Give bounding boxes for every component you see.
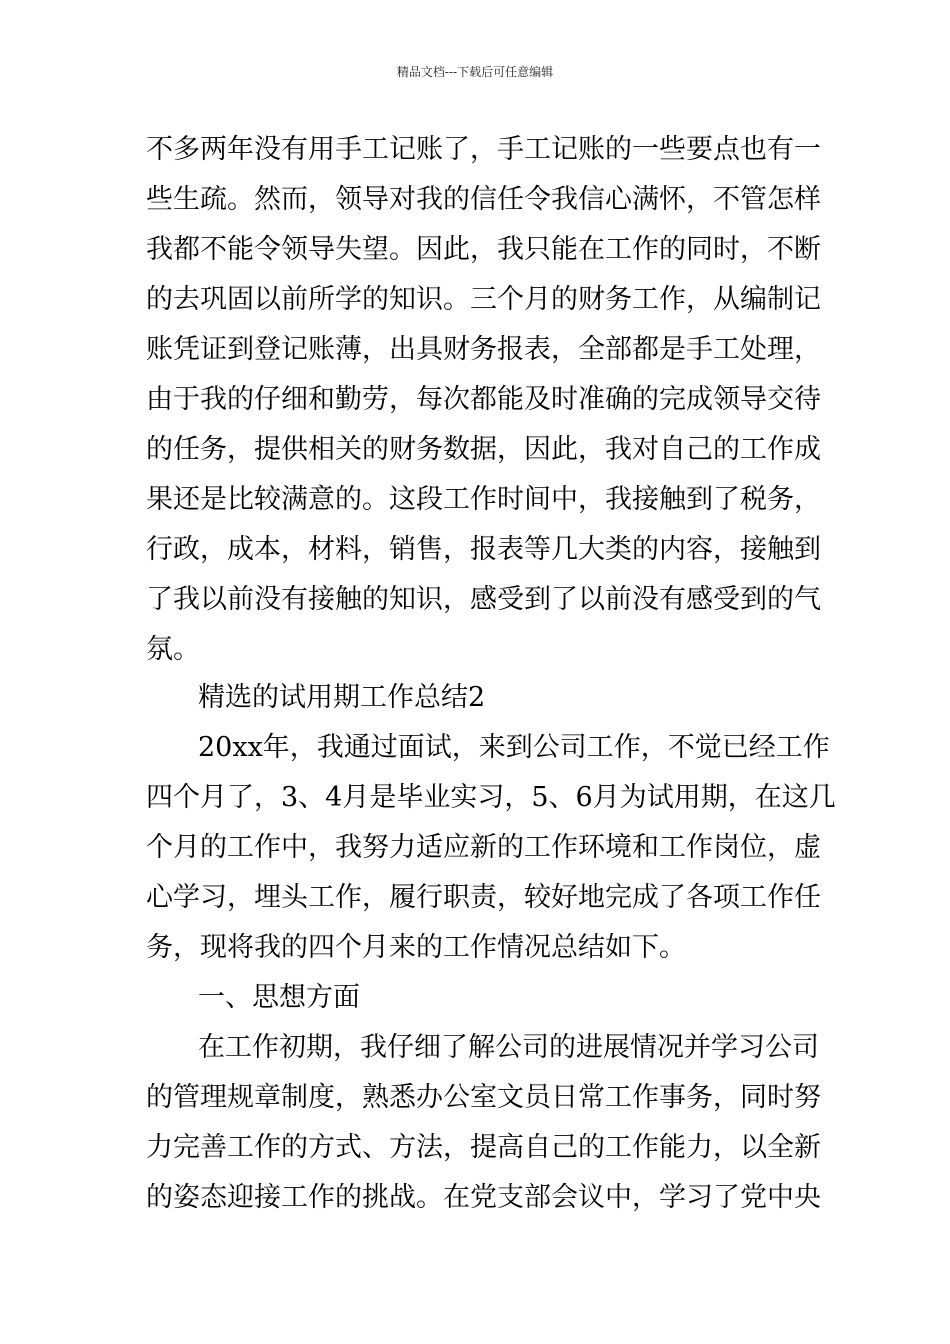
body-line: 我都不能令领导失望。因此，我只能在工作的同时，不断 xyxy=(146,234,821,265)
body-line: 果还是比较满意的。这段工作时间中，我接触到了税务， xyxy=(146,484,821,515)
body-line: 了我以前没有接触的知识，感受到了以前没有感受到的气 xyxy=(146,584,821,615)
body-line: 的任务，提供相关的财务数据，因此，我对自己的工作成 xyxy=(146,434,821,465)
section-heading: 精选的试用期工作总结2 xyxy=(198,682,486,713)
body-line: 四个月了，3、4月是毕业实习，5、6月为试用期，在这几 xyxy=(146,782,836,813)
body-line: 的姿态迎接工作的挑战。在党支部会议中，学习了党中央 xyxy=(146,1182,821,1213)
body-line: 的去巩固以前所学的知识。三个月的财务工作，从编制记 xyxy=(146,284,821,315)
body-line: 由于我的仔细和勤劳，每次都能及时准确的完成领导交待 xyxy=(146,384,821,415)
body-line: 力完善工作的方式、方法，提高自己的工作能力，以全新 xyxy=(146,1132,821,1163)
body-line: 些生疏。然而，领导对我的信任令我信心满怀，不管怎样 xyxy=(146,184,821,215)
page-header: 精品文档---下载后可任意编辑 xyxy=(396,65,554,79)
body-line: 氛。 xyxy=(146,634,200,665)
body-line: 个月的工作中，我努力适应新的工作环境和工作岗位，虚 xyxy=(146,832,821,863)
body-line: 行政，成本，材料，销售，报表等几大类的内容，接触到 xyxy=(146,534,821,565)
body-line: 的管理规章制度，熟悉办公室文员日常工作事务，同时努 xyxy=(146,1082,821,1113)
body-line: 账凭证到登记账薄，出具财务报表，全部都是手工处理， xyxy=(146,334,821,365)
body-line: 20xx年，我通过面试，来到公司工作，不觉已经工作 xyxy=(198,732,830,763)
body-line: 务，现将我的四个月来的工作情况总结如下。 xyxy=(146,932,686,963)
subsection-heading: 一、思想方面 xyxy=(198,982,360,1013)
body-line: 在工作初期，我仔细了解公司的进展情况并学习公司 xyxy=(198,1032,819,1063)
body-line: 不多两年没有用手工记账了，手工记账的一些要点也有一 xyxy=(146,134,821,165)
body-line: 心学习，埋头工作，履行职责，较好地完成了各项工作任 xyxy=(146,882,821,913)
